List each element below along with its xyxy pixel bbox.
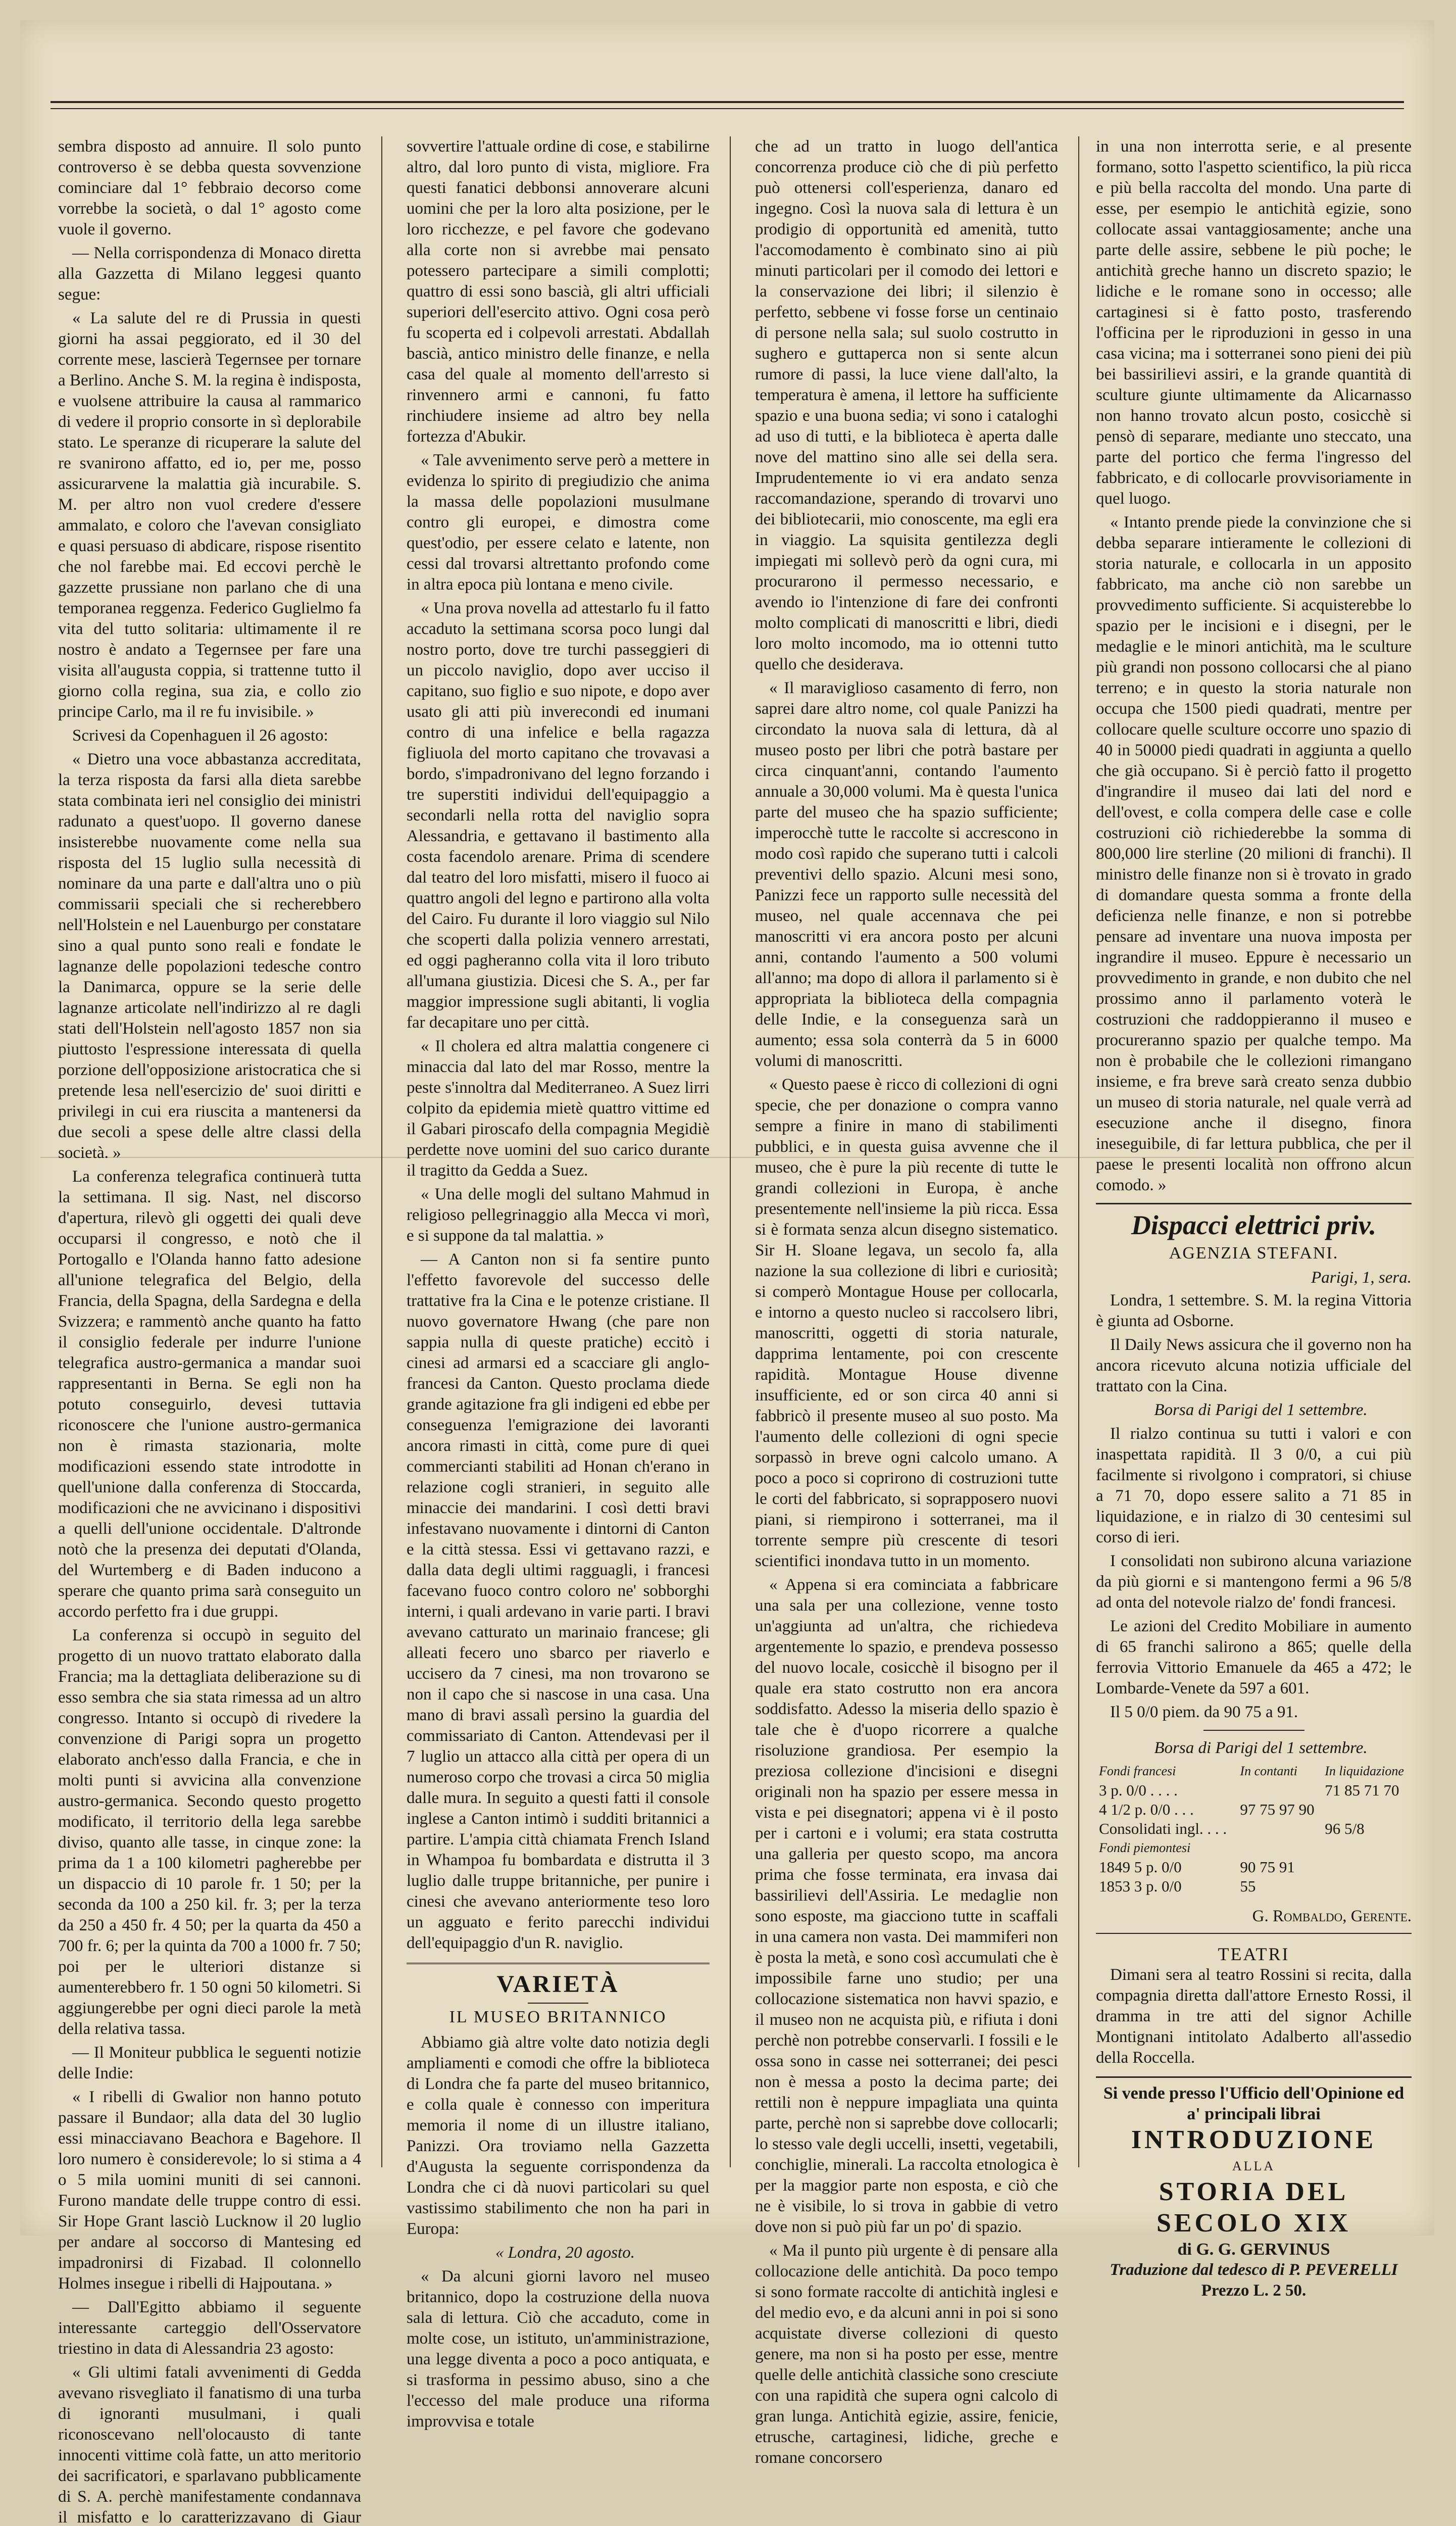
separator	[1203, 1730, 1304, 1731]
book-advertisement	[1096, 2076, 1412, 2301]
paragraph: « Una delle mogli del sultano Mahmud in religioso pellegrinaggio alla Mecca vi morì, e si suppone da tal malattia. »	[407, 1185, 710, 1245]
dispatch-item: Londra, 1 settembre. S. M. la regina Vittoria è giunta ad Osborne.	[1096, 1291, 1412, 1330]
paragraph: « Il maraviglioso casamento di ferro, non saprei dare altro nome, col quale Panizzi ha circondato la nuova sala di lettura, dà al museo posto per libri che potrà bastare per circa cinquant'anni, contando l'aumento annuale a 30,000 volumi. Ma è questa l'unica parte del museo che ha spazio sufficiente; imperocchè tutte le raccolte si accrescono in modo così rapido che superano tutti i calcoli preventivi dello spazio. Alcuni mesi sono, Panizzi fece un rapporto sulle necessità del museo, nel quale accennava che pei manoscritti vi era ancora posto per alcuni anni, contando l'aumento a 500 volumi all'anno; ma dopo di allora il parlamento si è appropriata la biblioteca della compagnia delle Indie, e la conseguenza sarà un aumento; essa sola conterrà da 5 in 6000 volumi di manoscritti.	[755, 679, 1058, 1070]
paragraph: « Intanto prende piede la convinzione che si debba separare intieramente le collezioni di storia naturale, e collocarla in un apposito fabbricato, ma anche ciò non sarebbe un provvedimento sufficiente. Si acquisterebbe lo spazio per le incisioni e i disegni, per le medaglie e le minori antichità, ma le sculture più grandi non possono collocarsi che al piano terreno; e in questo la storia naturale non occupa che 1500 piedi quadrati, mentre per collocare quelle sculture occorre uno spazio di 40 in 50000 piedi quadrati in aggiunta a quello che già occupano. Si è perciò fatto il progetto d'ingrandire il museo dai lati del nord e dell'ovest, e colla compera delle case e colle costruzioni ciò richiederebbe la somma di 800,000 lire sterline (20 milioni di franchi). Il ministro delle finanze non si è trovato in grado di domandare questa somma a fronte della deficienza nelle finanze, e non si potrebbe pensare ad inventare una nuova imposta per ingrandire il museo. Eppure è necessario un provvedimento in grande, e non dubito che nel prossimo anno il parlamento voterà le costruzioni che raddoppieranno il museo e procureranno spazio per qualche tempo. Ma non è probabile che le collezioni rimangano insieme, e fra breve sarà creato senza dubbio un museo di storia naturale, nel quale verrà ad esecuzione anche il disegno, finora ineseguibile, di far lettura pubblica, che per il paese le presenti località non offrono alcun comodo. »	[1096, 513, 1412, 1194]
table-cell: 55	[1240, 1877, 1256, 1895]
dispatch-item: I consolidati non subirono alcuna variazione da più giorni e si mantengono fermi a 96 5/8 ad onta del notevole rialzo de' fondi francesi.	[1096, 1552, 1412, 1612]
dispatch-item: Le azioni del Credito Mobiliare in aumento di 65 franchi salirono a 865; quelle della ferrovia Vittorio Emanuele da 465 a 472; le Lombarde-Venete da 597 a 601.	[1096, 1617, 1412, 1697]
paragraph: Abbiamo già altre volte dato notizia degli ampliamenti e comodi che offre la biblioteca di Londra che fa parte del museo britannico, e colla quale è connesso con imperitura memoria il nome di un illustre italiano, Panizzi. Ora troviamo nella Gazzetta d'Augusta la seguente corrispondenza da Londra che ci dà nuovi particolari su quel vastissimo stabilimento che non ha pari in Europa:	[407, 2033, 710, 2238]
paragraph: La conferenza si occupò in seguito del progetto di un nuovo trattato elaborato dalla Francia; ma la dettagliata deliberazione su di esso sembra che sia stata rimessa ad un altro congresso. Intanto si occupò di rivedere la convenzione di Parigi sopra un progetto elaborato anch'esso dalla Francia, e che in molti punti si avvicina alla convenzione austro-germanica. Secondo questo progetto modificato, il territorio della lega sarebbe diviso, quanto alle tasse, in cinque zone: la prima da 1 a 100 kilometri pagherebbe per un dispaccio di 10 parole fr. 1 50; per la seconda da 100 a 250 kil. fr. 3; per la terza da 250 a 450 fr. 4 50; per la quarta da 450 a 700 fr. 6; per la quinta da 700 a 1000 fr. 7 50; poi per le ulteriori distanze si aumenterebbero fr. 1 50 ogni 50 kilometri. Si aggiungerebbe per ogni dieci parole la metà della relativa tassa.	[58, 1626, 361, 2038]
ad-line: ALLA	[1232, 2159, 1276, 2173]
ad-translator: Traduzione dal tedesco di P. PEVERELLI	[1110, 2261, 1398, 2279]
paragraph: in una non interrotta serie, e al presente formano, sotto l'aspetto scientifico, la più ricca e più bella raccolta del mondo. Una parte di esse, per esempio le antichità egizie, sono collocate assai vantaggiosamente; anche una parte delle assire, sebbene le più poche; le antichità greche hanno un discreto spazio; le lidiche e le romane sono in occesso; alle cartaginesi si è fatto posto, trasferendo l'officina per le riproduzioni in gesso in una casa vicina; ma i sotterranei sono pieni dei più bei bassirilievi assiri, e la grande quantità di sculture giunte ultimamente da Alicarnasso non hanno trovato alcun posto, cosicchè si pensò di separare, mediante uno steccato, una parte del portico che ferma l'ingresso del fabbricato, e di collocarle provvisoriamente in quel luogo.	[1096, 137, 1412, 508]
paragraph: « Questo paese è ricco di collezioni di ogni specie, che per donazione o compra vanno sempre a finire in mano di stabilimenti pubblici, e in questa guisa avvenne che il museo, che è pure la più recente di tutte le grandi collezioni in Europa, è anche presentemente nell'insieme la più ricca. Essa si è formata senza alcun disegno sistematico. Sir H. Sloane legava, un secolo fa, alla nazione la sua collezione di libri e curiosità; si comperò Montague House per collocarla, e intorno a questo nucleo si raccolsero libri, manoscritti, oggetti di storia naturale, dapprima lentamente, poi con crescente rapidità. Montague House divenne insufficiente, ed or son circa 40 anni si fabbricò il presente museo al suo posto. Ma l'aumento delle collezioni di ogni specie sorpassò in breve ogni calcolo umano. A poco a poco si coprirono di costruzioni tutte le corti del fabbricato, si soprapposero nuovi piani, si riempirono i sotterranei, ma il torrente sempre più crescente di tesori scientifici inondava tutto in un momento.	[755, 1076, 1058, 1570]
agency-name: AGENZIA STEFANI.	[1169, 1244, 1339, 1262]
section-heading: VARIETÀ	[407, 1963, 710, 2000]
paragraph: sembra disposto ad annuire. Il solo punto controverso è se debba questa sovvenzione cominciare dal 1° febbraio decorso come vorrebbe la società, o dal 1° agosto come vuole il governo.	[58, 137, 361, 238]
table-cell	[1237, 1838, 1322, 1858]
paragraph: « Una prova novella ad attestarlo fu il fatto accaduto la settimana scorsa poco lungi dal nostro porto, dove tre turchi passeggieri di un piccolo naviglio, dopo aver ucciso il capitano, suo figlio e suo nipote, e dopo aver usato gli atti più inverecondi ed inumani contro di una infelice e bella ragazza figliuola del morto capitano che trovavasi a bordo, s'impadronivano del legno forzando i tre superstiti individui dell'equipaggio a secondarli nella rotta del naviglio sopra Alessandria, e gettavano il bastimento alla costa facendolo arenare. Prima di scendere dal teatro del loro misfatti, misero il fuoco ai quattro angoli del legno e partirono alla volta del Cairo. Fu durante il loro viaggio sul Nilo che scoperti dalla polizia vennero arrestati, ed oggi pagheranno colla vita il loro tributo all'umana giustizia. Dicesi che S. A., per far maggior impressione sugli abitanti, li voglia far decapitare uno per città.	[407, 599, 710, 1032]
column-rule	[381, 136, 382, 2167]
dispatch-item: Il 5 0/0 piem. da 90 75 a 91.	[1110, 1703, 1298, 1721]
paragraph: Scrivesi da Copenhaguen il 26 agosto:	[72, 726, 328, 745]
column-4	[1096, 136, 1412, 2300]
dateline: « Londra, 20 agosto.	[495, 2244, 635, 2262]
table-row	[1096, 1838, 1412, 1858]
table-cell: 97 75 97 90	[1240, 1801, 1315, 1818]
table-row	[1096, 1819, 1412, 1838]
dispatch-item: Il rialzo continua su tutti i valori e con inaspettata rapidità. Il 3 0/0, a cui più facilmente si rivolgono i compratori, si chiuse a 71 70, dopo essere salito a 71 85 in liquidazione, e in rialzo di 30 centesimi sul corso di ieri.	[1096, 1425, 1412, 1546]
table-cell: Fondi piemontesi	[1099, 1840, 1191, 1855]
paragraph: — A Canton non si fa sentire punto l'effetto favorevole del successo delle trattative fra la Cina e le potenze cristiane. Il nuovo governatore Hwang (che pare non sappia nulla di queste pratiche) eccitò i cinesi ad armarsi ed a scacciare gli anglo-francesi da Canton. Questo proclama diede grande agitazione fra gli indigeni ed ebbe per conseguenza l'emigrazione dei lavoranti ancora rimasti in città, come pure di quei commercianti stabiliti ad Honan ch'erano in relazione cogli stranieri, in seguito alle minaccie dei mandarini. I così detti bravi infestavano nuovamente i dintorni di Canton e la città stessa. Essi vi gettavano razzi, e dalla data degli ultimi ragguagli, i francesi facevano fuoco contro coloro ne' sobborghi interni, i quali ardevano in varie parti. I bravi avevano catturato un marinaio francese; gli alleati fecero uno sbarco per riaverlo e uccisero da 7 cinesi, ma non trovarono se non il capo che si nascose in una casa. Una mano di bravi assalì persino la guardia del commissariato di Canton. Attendevasi per il 7 luglio un attacco alla città per opera di un numeroso corpo che trovasi a circa 50 miglia dalle mura. In seguito a questi fatti il console inglese a Canton intimò i sudditi britannici a partire. L'ampia città chiamata French Island in Whampoa fu bombardata e distrutta il 3 luglio dalle truppe britanniche, per punire i cinesi che avevano anteriormente teso loro un agguato e ferito parecchi individui dell'equipaggio d'un R. naviglio.	[407, 1250, 710, 1952]
signoff: G. Rombaldo, Gerente.	[1096, 1906, 1412, 1934]
bourse-heading: Borsa di Parigi del 1 settembre.	[1154, 1401, 1368, 1419]
column-1	[58, 136, 361, 2526]
paragraph: Dimani sera al teatro Rossini si recita, dalla compagnia diretta dall'attore Ernesto Rossi, il dramma in tre atti del signor Achille Montignani intitolato Adalberto all'assedio della Roccella.	[1096, 1966, 1412, 2067]
dispatch-title: Dispacci elettrici priv.	[1096, 1203, 1412, 1242]
table-cell	[1237, 1781, 1322, 1800]
table-row	[1096, 1800, 1412, 1819]
table-cell: 71 85 71 70	[1325, 1781, 1399, 1799]
header-rule	[51, 101, 1404, 109]
paragraph: La conferenza telegrafica continuerà tutta la settimana. Il sig. Nast, nel discorso d'apertura, rilevò gli oggetti dei quali deve occuparsi il congresso, e notò che il Portogallo e l'Olanda hanno fatto adesione all'unione telegrafica del Belgio, della Francia, della Spagna, della Sardegna e della Svizzera; e rammentò anche quanto ha fatto il consiglio federale per indurre l'unione telegrafica austro-germanica a mandar suoi rappresentanti in Berna. Se egli non ha potuto conseguirlo, devesi tuttavia riconoscere che l'unione austro-germanica non è rimasta stazionaria, molte modificazioni essendo state introdotte in quell'unione dalla conferenza di Stoccarda, modificazioni che ne avvicinano i dispositivi a quelli dell'unione occidentale. D'altronde notò che la presenza dei deputati d'Olanda, del Wurtemberg e di Baden inducono a sperare che quanto prima sarà conseguito un accordo perfetto fra i due gruppi.	[58, 1168, 361, 1621]
table-cell: 1849 5 p. 0/0	[1099, 1858, 1182, 1876]
paragraph: « Il cholera ed altra malattia congenere ci minaccia dal lato del mar Rosso, mentre la peste s'innoltra dal Mediterraneo. A Suez lirri colpito da epidemia mietè quattro vittime ed il Gabari piroscafo della compagnia Megidiè perdette nove uomini del suo carico durante il tragitto da Gedda a Suez.	[407, 1037, 710, 1180]
table-cell: Consolidati ingl. . . .	[1099, 1820, 1227, 1837]
column-2	[407, 136, 710, 2431]
table-cell: 3 p. 0/0 . . . .	[1099, 1781, 1178, 1799]
paragraph: « I ribelli di Gwalior non hanno potuto passare il Bundaor; alla data del 30 luglio essi minacciavano Beachora e Bagehore. Il loro numero è considerevole; lo si stima a 4 o 5 mila uomini muniti di sei cannoni. Furono mandate delle truppe contro di essi. Sir Hope Grant lasciò Lucknow il 20 luglio per andare al soccorso di Mantesing ed impadronirsi di Fizabad. Il colonnello Holmes insegue i ribelli di Hajpoutana. »	[58, 2088, 361, 2293]
paragraph: « Dietro una voce abbastanza accreditata, la terza risposta da farsi alla dieta sarebbe stata combinata ieri nel consiglio dei ministri radunato a quest'uopo. Il governo danese insisterebbe nuovamente come nella sua risposta del 15 luglio sulla necessità di nominare da una parte e dall'altra uno o più commissarii speciali che si recherebbero nell'Holstein e nel Lauenburgo per constatare sino a qual punto sono reali e fondate le lagnanze delle popolazioni tedesche contro la Danimarca, oppure se la serie delle lagnanze articolate nell'indirizzo al re dagli stati dell'Holstein nell'agosto 1857 non sia piuttosto l'espressione interessata di quella porzione dell'opposizione aristocratica che si pretende lesa nell'esercizio de' suoi diritti e privilegi in cui era riuscita a mantenersi da due secoli a spese delle altre classi della società. »	[58, 750, 361, 1162]
paragraph: « Tale avvenimento serve però a mettere in evidenza lo spirito di pregiudizio che anima la massa delle popolazioni musulmane contro gli europei, e dimostra come quest'odio, per essere celato e latente, non cessi dal trovarsi altrettanto profondo come in altra epoca più lontana e meno civile.	[407, 451, 710, 594]
paragraph: « Gli ultimi fatali avvenimenti di Gedda avevano risvegliato il fanatismo di una turba di ignoranti musulmani, i quali riconoscevano nell'olocausto di tante innocenti vittime colà fatte, un atto meritorio dei sacrificatori, e sparlavano pubblicamente di S. A. perchè manifestamente condannava il misfatto e lo caratterizzavano di Giaur	[58, 2363, 361, 2526]
newspaper-page	[20, 20, 1434, 2526]
table-header: Fondi francesi	[1099, 1764, 1176, 1778]
table-cell: 96 5/8	[1325, 1820, 1365, 1837]
bourse-table	[1096, 1762, 1412, 1896]
paragraph: « Appena si era cominciata a fabbricare una sala per una collezione, venne tosto un'aggiunta ad un'altra, che richiedeva argentemente lo spazio, e prendeva possesso del nuovo locale, cosicchè il bisogno per il quale era stato costrutto non era ancora soddisfatto. Adesso la miseria dello spazio è tale che è d'uopo ricorrere a qualche risoluzione grandiosa. Per esempio la preziosa collezione d'incisioni e disegni originali non ha spazio per essere messa in vista e pei disegnatori; appena vi è il posto per i cartoni e i volumi; era stata costrutta una galleria per questo scopo, ma ancora prima che fosse terminata, era invasa dai bassirilievi dell'Assiria. Le medaglie non sono esposte, ma giacciono tutte in scaffali in una camera non vasta. Dei mammiferi non è posta la metà, e sono così accumulati che è impossibile farne uno studio; per una collocazione sistematica non havvi spazio, e il museo non ne acquista più, e rifiuta i doni perchè non potrebbe conservarli. I fossili e le ossa sono in casse nei sotterranei; dei pesci non è messa a posto la decima parte; dei rettili non è neppure impagliata una quinta parte, perchè non si saprebbe dove collocarli; lo stesso vale degli uccelli, insetti, vegetabili, conchiglie, minerali. La raccolta etnologica è per la maggior parte non esposta, e ciò che ne è visibile, lo si trova in gabbie di vetro dove non si può più far un po' di spazio.	[755, 1576, 1058, 2236]
ad-subtitle: STORIA DEL SECOLO XIX	[1156, 2177, 1351, 2238]
table-cell: 1853 3 p. 0/0	[1099, 1877, 1182, 1895]
column-rule	[1078, 136, 1079, 2167]
table-header-row	[1096, 1762, 1412, 1781]
paragraph: — Il Moniteur pubblica le seguenti notizie delle Indie:	[58, 2044, 361, 2082]
teatri-heading: TEATRI	[1218, 1944, 1290, 1964]
table-cell: 90 75 91	[1240, 1858, 1295, 1876]
column-rule	[730, 136, 731, 2167]
paragraph: — Dall'Egitto abbiamo il seguente interessante carteggio dell'Osservatore triestino in data di Alessandria 23 agosto:	[58, 2298, 361, 2358]
paragraph: « Da alcuni giorni lavoro nel museo britannico, dopo la costruzione della nuova sala di lettura. Ciò che accaduto, come in molte cose, un istituto, un'amministrazione, una legge diventa a poco a poco antiquata, e si trasforma in pessimo abuso, sino a che l'eccesso del male produce una riforma improvvisa e totale	[407, 2267, 710, 2431]
separator	[528, 2003, 588, 2004]
table-cell	[1322, 1858, 1412, 1877]
column-3	[755, 136, 1058, 2467]
table-cell	[1237, 1819, 1322, 1838]
table-header: In liquidazione	[1325, 1764, 1404, 1778]
ad-title: INTRODUZIONE	[1131, 2125, 1377, 2154]
table-row	[1096, 1877, 1412, 1896]
article-title: IL MUSEO BRITANNICO	[449, 2008, 667, 2026]
paragraph: — Nella corrispondenza di Monaco diretta alla Gazzetta di Milano leggesi quanto segue:	[58, 244, 361, 304]
table-cell: 4 1/2 p. 0/0 . . .	[1099, 1801, 1194, 1818]
paragraph: « La salute del re di Prussia in questi giorni ha assai peggiorato, ed il 30 del corrente mese, lascierà Tegernsee per tornare a Berlino. Anche S. M. la regina è indisposta, e vuolsene attribuire la causa al rammarico di vedere il proprio consorte in sì deplorabile stato. Le speranze di ricuperare la salute del re svanirono affatto, ed io, per me, posso assicurarvene la malattia già incurabile. S. M. per altro non vuol credere d'essere ammalato, e coloro che l'avevan consigliato e quasi persuaso di abdicare, rispose risentito che nol farebbe mai. Ed eccovi perchè le gazzette prussiane non parlano che di una temporanea reggenza. Federico Guglielmo fa vita del tutto solitaria: ultimamente il re nostro è andato a Tegernsee per fare una visita all'augusta coppia, si trattenne tutto il giorno colla regina, sua zia, e collo zio principe Carlo, ma il re fu invisibile. »	[58, 309, 361, 721]
table-row	[1096, 1781, 1412, 1800]
table-cell	[1322, 1838, 1412, 1858]
paragraph: « Ma il punto più urgente è di pensare alla collocazione delle antichità. Da poco tempo si sono formate raccolte di antichità inglesi e del medio evo, e da alcuni anni in poi si sono acquistate diverse collezioni di questo genere, ma non si ha posto per esse, mentre quelle delle antichità classiche sono cresciute con una rapidità che supera ogni calcolo di gran lunga. Antichità egizie, assire, fenicie, etrusche, cartaginesi, lidiche, greche e romane concorsero	[755, 2242, 1058, 2467]
table-header: In contanti	[1240, 1764, 1297, 1778]
dispatch-item: Il Daily News assicura che il governo non ha ancora ricevuto alcuna notizia ufficiale del trattato con la Cina.	[1096, 1336, 1412, 1395]
table-cell	[1322, 1877, 1412, 1896]
ad-author: di G. G. GERVINUS	[1177, 2240, 1330, 2259]
paragraph: che ad un tratto in luogo dell'antica concorrenza produce ciò che di più perfetto può ottenersi coll'esperienza, danaro ed ingegno. Così la nuova sala di lettura è un prodigio di opportunità ed amenità, tutto l'accomodamento è combinato sino ai più minuti particolari per il comodo dei lettori e la conservazione dei libri; il silenzio è perfetto, sebbene vi fosse forse un centinaio di persone nella sala; sul suolo costrutto in sughero e guttaperca non si sente alcun rumore di passi, la luce viene dall'alto, la temperatura è amena, il lettore ha sufficiente spazio e una buona sedia; vi sono i cataloghi ad uso di tutti, e la biblioteca è aperta dalle nove del mattino sino alle sei della sera. Imprudentemente io vi era andato senza raccomandazione, sperando di trovarvi uno dei bibliotecarii, mio conoscente, ma egli era in viaggio. La squisita gentilezza degli impiegati mi sollevò però da ogni cura, mi procurarono il permesso necessario, e avendo io l'intenzione di fare dei confronti molto complicati di manoscritti e libri, diedi loro molto incomodo, ma io ottenni tutto quello che desiderava.	[755, 137, 1058, 673]
table-row	[1096, 1858, 1412, 1877]
table-cell	[1322, 1800, 1412, 1819]
paragraph: sovvertire l'attuale ordine di cose, e stabilirne altro, dal loro punto di vista, migliore. Fra questi fanatici debbonsi annoverare alcuni uomini che per la loro alta posizione, per le loro ricchezze, e pel favore che godevano alla corte non si avrebbe mai pensato potessero partecipare a simili complotti; quattro di essi sono bascià, gli altri ufficiali superiori dell'esercito attivo. Ogni cosa però fu scoperta ed i colpevoli arrestati. Abdallah bascià, antico ministro delle finanze, e nella casa del quale al momento dell'arresto si rinvennero armi e cannoni, fu fatto rinchiudere insieme ad altro bey nella fortezza d'Abukir.	[407, 137, 710, 446]
bourse-table-title: Borsa di Parigi del 1 settembre.	[1154, 1739, 1368, 1757]
dateline: Parigi, 1, sera.	[1311, 1269, 1412, 1287]
ad-line: Si vende presso l'Ufficio dell'Opinione ed a' principali librai	[1103, 2084, 1404, 2123]
ad-price: Prezzo L. 2 50.	[1201, 2281, 1307, 2300]
